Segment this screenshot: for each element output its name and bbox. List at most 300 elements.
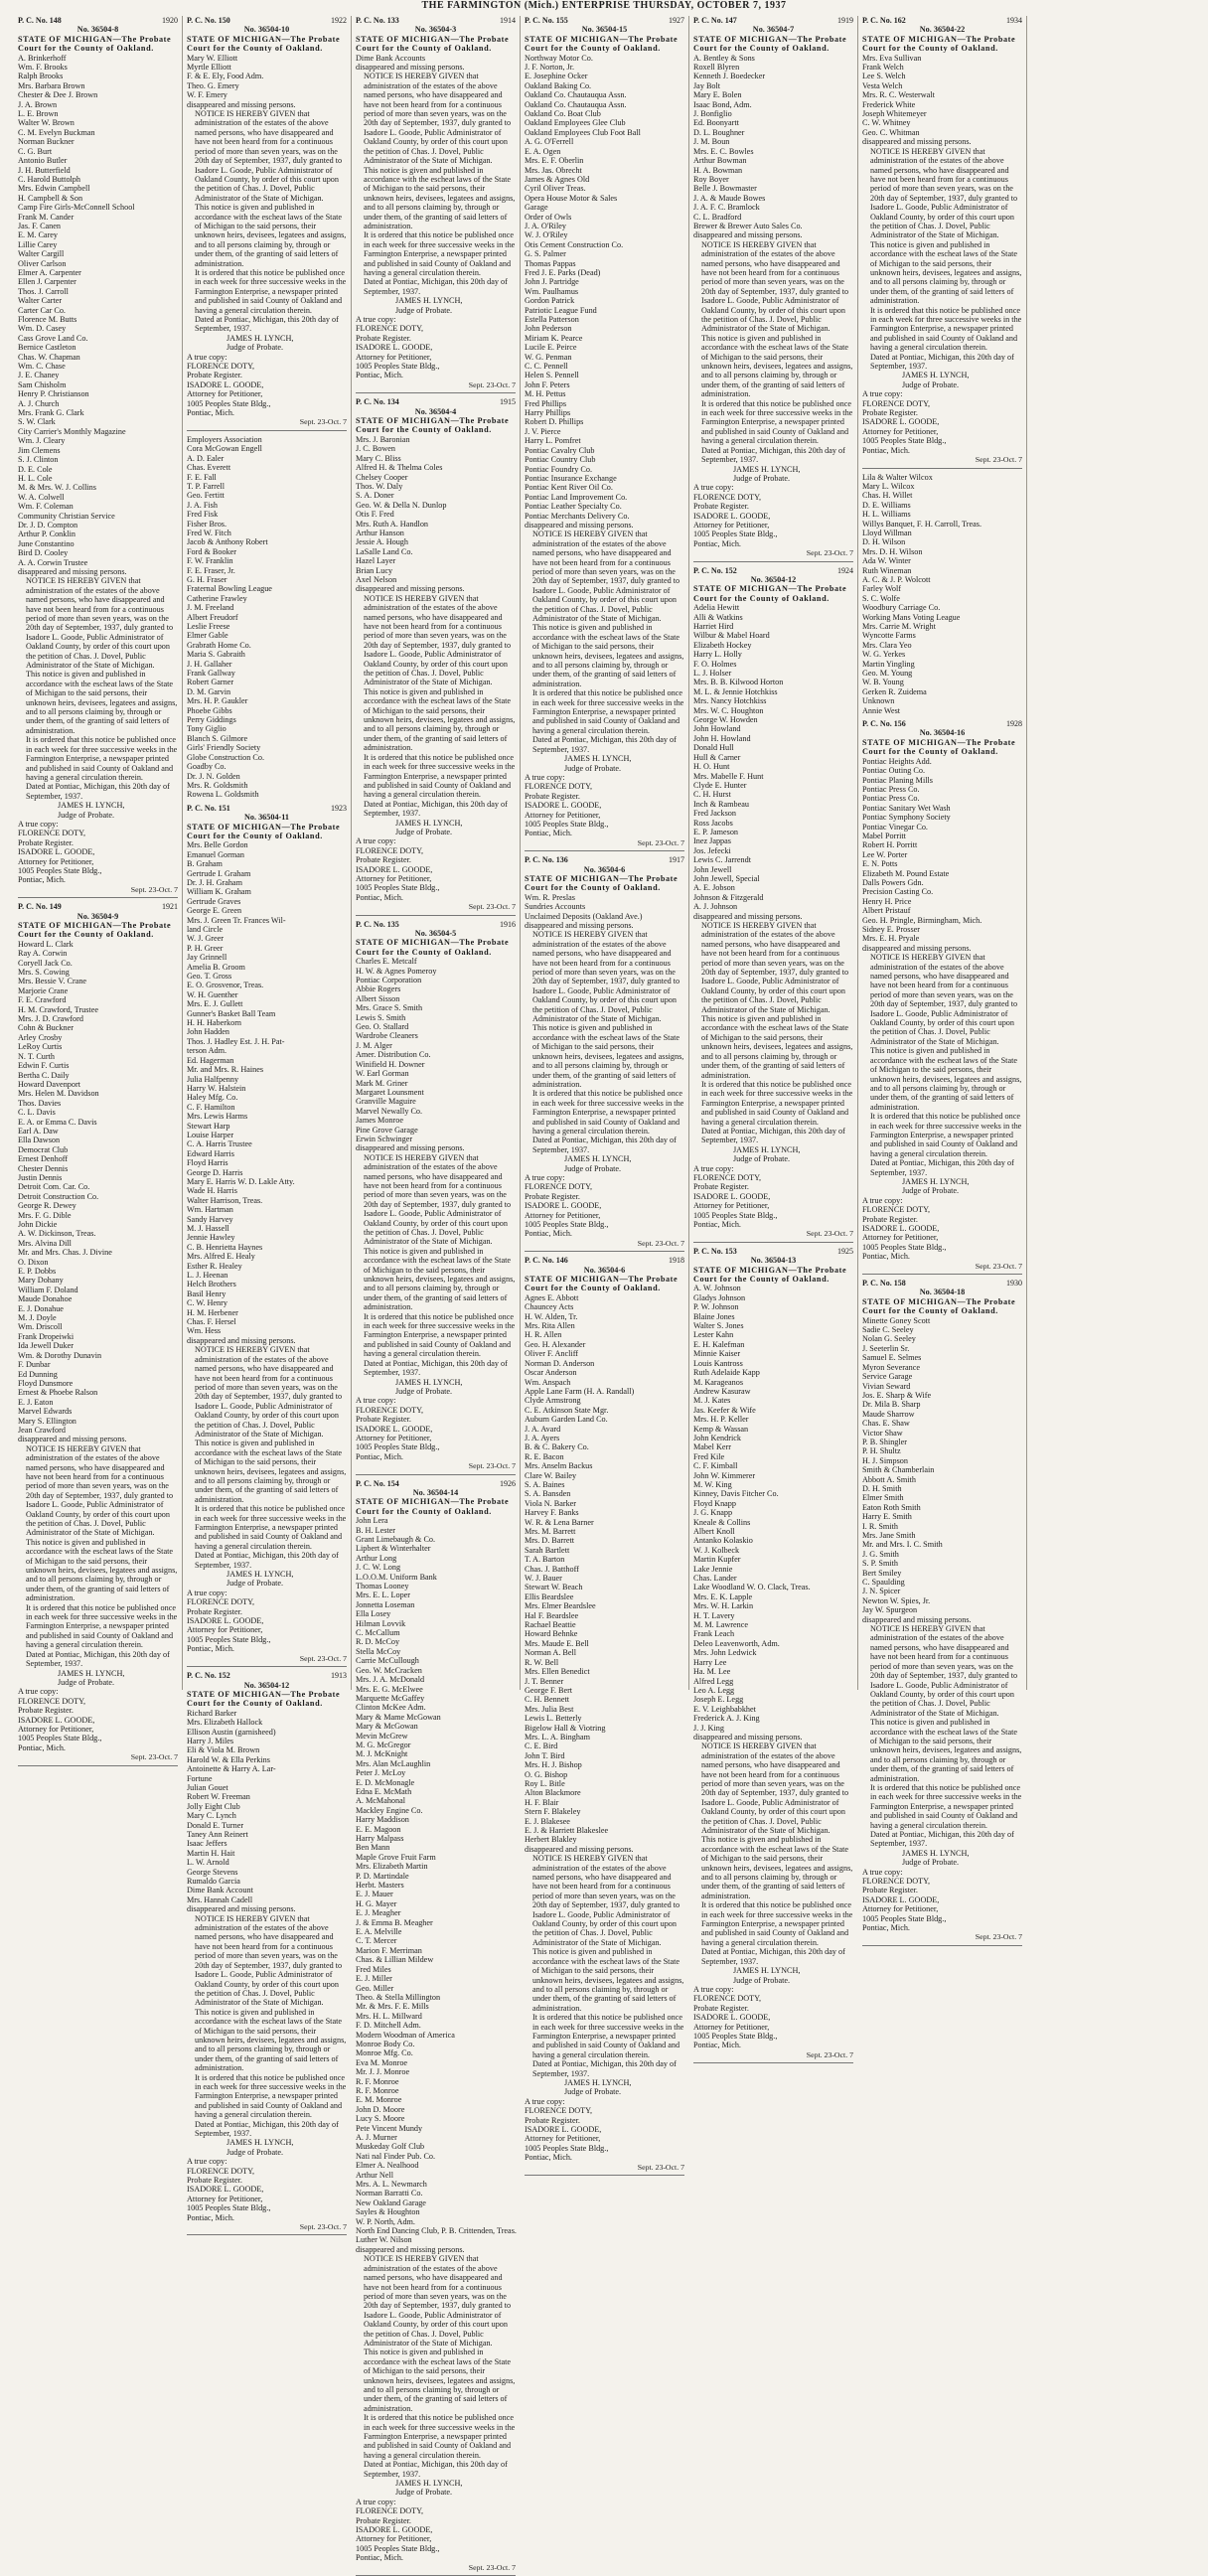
- notice-file-number: No. 36504-18: [919, 1288, 966, 1297]
- attorney-city: Pontiac, Mich.: [525, 829, 572, 838]
- missing-person-name: Antanko Kolaskio: [693, 1536, 753, 1546]
- publication-dates: Sept. 23-Oct. 7: [806, 548, 853, 558]
- missing-person-name: Amelia B. Groom: [187, 962, 245, 972]
- missing-person-name: H. F. Blair: [525, 1797, 559, 1807]
- missing-person-name: C. F. Kimball: [693, 1461, 738, 1471]
- missing-person-name: C. Spaulding: [862, 1578, 905, 1588]
- missing-person-name: Mrs. Alfred E. Healy: [187, 1252, 255, 1262]
- missing-person-name: Frank Leach: [693, 1629, 735, 1639]
- missing-person-name: H. A. Bowman: [693, 165, 743, 175]
- missing-person-name: E. P. Jameson: [693, 827, 739, 836]
- probate-notice: [187, 435, 347, 800]
- missing-person-name: Mrs. John Ledwick: [693, 1648, 757, 1658]
- missing-person-name: Arthur Bowman: [693, 156, 747, 166]
- missing-person-name: Geo. Fertitt: [187, 491, 225, 501]
- missing-person-name: Maude Donahoe: [18, 1294, 73, 1304]
- judge-title: Judge of Probate.: [733, 473, 791, 483]
- missing-person-name: Robert Garner: [187, 678, 234, 687]
- missing-person-name: John J. Partridge: [525, 277, 579, 287]
- missing-person-name: Harry J. Miles: [187, 1736, 234, 1745]
- missing-person-name: J. F. Norton, Jr.: [525, 63, 575, 73]
- notice-number: P. C. No. 148: [18, 16, 62, 25]
- missing-person-name: Gordon Patrick: [525, 296, 575, 306]
- missing-person-name: Walter Carter: [18, 296, 63, 306]
- judge-name: JAMES H. LYNCH,: [733, 1144, 801, 1154]
- state-heading: STATE OF MICHIGAN—The Probate Court for the County of Oakland.: [18, 921, 172, 940]
- missing-person-name: Andrew Kasuraw: [693, 1386, 751, 1396]
- state-heading: STATE OF MICHIGAN—The Probate Court for the County of Oakland.: [356, 34, 510, 54]
- missing-person-name: W. B. Young: [862, 678, 904, 687]
- notice-divider: [18, 1765, 178, 1766]
- missing-person-name: Mrs. Clara Yeo: [862, 640, 912, 650]
- publication-dates: Sept. 23-Oct. 7: [299, 2222, 347, 2232]
- missing-person-name: Geo. H. Pringle, Birmingham, Mich.: [862, 915, 982, 925]
- missing-person-name: Geo. W. McCracken: [356, 1665, 422, 1675]
- missing-person-name: Hull & Carner: [693, 752, 741, 762]
- missing-person-name: Jennie Hawley: [187, 1233, 235, 1243]
- missing-person-name: George W. Howden: [693, 715, 758, 725]
- missing-person-name: Ha. M. Lee: [693, 1667, 731, 1677]
- missing-person-name: Hal F. Beardslee: [525, 1610, 579, 1620]
- missing-person-name: Mary W. Elliott: [187, 53, 238, 63]
- missing-person-name: E. V. Leighbabkhet: [693, 1704, 756, 1714]
- notice-text: NOTICE IS HEREBY GIVEN that administration of the estates of the above named persons, who have disappeared and have not been heard from for a continuous period of more than seven years, was on the 20th day of September, 1937, duly granted to Isadore L. Goode, Public Administrator of Oakland County, by order of this court upon the petition of Chas. J. Dovel, Public Administrator of the State of Michigan.: [364, 593, 512, 687]
- notice-file-number: No. 36504-12: [243, 1680, 290, 1690]
- missing-person-name: Mrs. Belle Gordon: [187, 840, 248, 850]
- missing-person-name: P. H. Shultz: [862, 1446, 901, 1456]
- attorney-address: 1005 Peoples State Bldg.,: [187, 398, 271, 408]
- missing-person-name: W. Earl Gorman: [356, 1069, 409, 1079]
- notice-number: P. C. No. 155: [525, 16, 568, 25]
- missing-person-name: Norman D. Anderson: [525, 1358, 595, 1368]
- notice-header: [187, 804, 347, 813]
- missing-person-name: Jos. Jefecki: [693, 845, 731, 855]
- missing-line: disappeared and missing persons.: [356, 584, 465, 594]
- missing-person-name: Hilman Lovvik: [356, 1618, 406, 1628]
- publication-dates: Sept. 23-Oct. 7: [637, 1238, 684, 1248]
- missing-person-name: Mrs. Anselm Backus: [525, 1461, 593, 1471]
- notice-number: P. C. No. 135: [356, 919, 399, 929]
- missing-person-name: E. O. Grosvenor, Treas.: [187, 981, 264, 990]
- missing-person-name: Mrs. Jane Smith: [862, 1531, 916, 1540]
- missing-person-name: Precision Casting Co.: [862, 887, 934, 897]
- judge-name: JAMES H. LYNCH,: [395, 296, 463, 306]
- missing-person-name: Axel Nelson: [356, 574, 397, 584]
- judge-name: JAMES H. LYNCH,: [58, 1668, 125, 1678]
- attorney-address: 1005 Peoples State Bldg.,: [862, 1913, 947, 1923]
- missing-person-name: Detroit Com. Car. Co.: [18, 1182, 90, 1192]
- missing-person-name: Roy L. Bitle: [525, 1778, 565, 1788]
- missing-person-name: Fred W. Fitch: [187, 528, 231, 537]
- publication-dates: Sept. 23-Oct. 7: [806, 2049, 853, 2059]
- missing-person-name: Norman Barratti Co.: [356, 2189, 423, 2198]
- missing-person-name: Mrs. H. L. Millward: [356, 2011, 422, 2021]
- missing-person-name: Gertrude Graves: [187, 896, 241, 906]
- notice-number: P. C. No. 152: [187, 1671, 230, 1681]
- missing-person-name: John Lera: [356, 1516, 388, 1526]
- missing-person-name: Mark M. Griner: [356, 1078, 408, 1088]
- missing-person-name: Roxell Blyren: [693, 63, 740, 73]
- missing-person-name: Elizabeth M. Pound Estate: [862, 868, 950, 878]
- missing-person-name: Mrs. H. J. Bishop: [525, 1760, 582, 1770]
- notice-text: NOTICE IS HEREBY GIVEN that administration of the estates of the above named persons, who have disappeared and have not been heard from for a continuous period of more than seven years, was on the 20th day of September, 1937, duly granted to Isadore L. Goode, Public Administrator of Oakland County, by order of this court upon the petition of Chas. J. Dovel, Public Administrator of the State of Michigan.: [532, 930, 680, 1024]
- missing-person-name: Taney Ann Reinert: [187, 1830, 248, 1839]
- missing-person-name: Roy Boyer: [693, 174, 729, 184]
- attorney-city: Pontiac, Mich.: [187, 2212, 234, 2222]
- attorney-title: Attorney for Petitioner,: [525, 1210, 601, 1220]
- attorney-title: Attorney for Petitioner,: [693, 520, 770, 530]
- missing-person-name: Ed. Boonyartt: [693, 118, 739, 128]
- judge-name: JAMES H. LYNCH,: [395, 1377, 463, 1387]
- missing-person-name: Ida Jewell Duker: [18, 1341, 74, 1351]
- notice-divider: [525, 850, 684, 851]
- missing-person-name: H. H. Haberkorn: [187, 1018, 242, 1028]
- clerk-name: FLORENCE DOTY,: [356, 324, 424, 334]
- missing-person-name: C. W. Henry: [187, 1298, 227, 1308]
- judge-title: Judge of Probate.: [395, 2488, 453, 2498]
- dated-line: Dated at Pontiac, Michigan, this 20th day of September, 1937.: [195, 1551, 339, 1570]
- missing-person-name: Patriotic League Fund: [525, 305, 597, 315]
- order-text: It is ordered that this notice be published once in each week for three successive weeks in the Farmington Enterprise, a newspaper printed and published in said County of Oakland and having a general circulation therein.: [364, 752, 516, 800]
- notice-number: P. C. No. 153: [693, 1246, 737, 1256]
- notice-number: P. C. No. 158: [862, 1279, 906, 1288]
- missing-person-name: S. A. Doner: [356, 491, 394, 501]
- missing-person-name: Bigelow Hall & Viotring: [525, 1723, 606, 1733]
- probate-notice: [356, 1479, 516, 2576]
- missing-person-name: Chauncey Acts: [525, 1302, 574, 1312]
- missing-person-name: Wm. & Dorothy Dunavin: [18, 1350, 102, 1360]
- missing-person-name: Thos. W. Daly: [356, 481, 403, 491]
- notice-file-number: No. 36504-12: [750, 574, 797, 584]
- publish-text: This notice is given and published in accordance with the escheat laws of the State of Michigan to the said persons, their unknown heirs, devisees, legatees and assigns, and to all persons claiming by, through or under them, of the granting of said letters of administration.: [364, 1246, 516, 1312]
- missing-person-name: R. F. Monroe: [356, 2085, 399, 2095]
- missing-person-name: Albert Freudorf: [187, 612, 238, 622]
- clerk-name: FLORENCE DOTY,: [525, 782, 593, 792]
- missing-person-name: Wm. Hess: [187, 1326, 222, 1336]
- missing-person-name: N. T. Curth: [18, 1051, 55, 1061]
- missing-person-name: Helen S. Pennell: [525, 371, 579, 380]
- notice-code: 1920: [162, 16, 178, 25]
- missing-person-name: C. C. Pennell: [525, 362, 568, 372]
- missing-person-name: Fortune: [187, 1773, 213, 1783]
- notice-code: 1921: [162, 902, 178, 912]
- notice-code: 1917: [669, 855, 684, 865]
- missing-person-name: Service Garage: [862, 1372, 913, 1382]
- missing-line: disappeared and missing persons.: [862, 137, 972, 147]
- missing-person-name: Fisher Bros.: [187, 519, 227, 529]
- missing-person-name: C. T. Mercer: [356, 1936, 397, 1946]
- publication-dates: Sept. 23-Oct. 7: [299, 1653, 347, 1663]
- notice-file-number: No. 36504-5: [414, 929, 457, 938]
- clerk-name: FLORENCE DOTY,: [356, 1405, 424, 1415]
- missing-person-name: Chas. W. Chapman: [18, 352, 80, 362]
- missing-person-name: F. D. Mitchell Adm.: [356, 2021, 421, 2031]
- attorney-address: 1005 Peoples State Bldg.,: [356, 2543, 440, 2553]
- missing-person-name: Luther W. Nilson: [356, 2235, 412, 2245]
- clerk-title: Probate Register.: [187, 1606, 242, 1616]
- judge-title: Judge of Probate.: [226, 1579, 284, 1589]
- missing-line: disappeared and missing persons.: [525, 921, 634, 930]
- missing-person-name: C. M. Evelyn Buckman: [18, 127, 95, 137]
- missing-person-name: John W. Kimmerer: [693, 1470, 756, 1480]
- missing-person-name: D. H. Smith: [862, 1483, 902, 1493]
- missing-person-name: Vesta Welch: [862, 80, 903, 90]
- missing-person-name: M. J. Hassell: [187, 1224, 229, 1233]
- clerk-name: FLORENCE DOTY,: [18, 1696, 86, 1706]
- judge-title: Judge of Probate.: [564, 763, 622, 773]
- missing-person-name: J. N. Spicer: [862, 1587, 901, 1596]
- notice-file-number: No. 36504-11: [243, 813, 290, 823]
- missing-person-name: Blanch S. Gilmore: [187, 733, 248, 743]
- missing-person-name: P. D. Martindale: [356, 1871, 409, 1881]
- attorney-address: 1005 Peoples State Bldg.,: [862, 1242, 947, 1252]
- missing-person-name: Phoebe Gibbs: [187, 705, 232, 715]
- missing-person-name: Pontiac Symphony Society: [862, 813, 951, 823]
- notice-file-number: No. 36504-4: [414, 406, 457, 416]
- attorney-name: ISADORE L. GOODE,: [693, 1191, 771, 1201]
- judge-title: Judge of Probate.: [733, 1975, 791, 1985]
- probate-notice: [862, 719, 1022, 1275]
- missing-person-name: Myrtle Elliott: [187, 63, 231, 73]
- missing-person-name: Bird D. Cooley: [18, 548, 69, 558]
- missing-person-name: Marjorie Crane: [18, 985, 69, 995]
- missing-person-name: Minnie Kaiser: [693, 1349, 741, 1359]
- publish-text: This notice is given and published in accordance with the escheat laws of the State of Michigan to the said persons, their unknown heirs, devisees, legatees and assigns, and to all persons claiming by, through or under them, of the granting of said letters of administration.: [532, 1947, 684, 2013]
- missing-person-name: M. L. & Jennie Hotchkiss: [693, 686, 778, 696]
- judge-title: Judge of Probate.: [564, 1163, 622, 1173]
- judge-title: Judge of Probate.: [902, 1858, 960, 1868]
- publish-text: This notice is given and published in accordance with the escheat laws of the State of Michigan to the said persons, their unknown heirs, devisees, legatees and assigns, and to all persons claiming by, through or under them, of the granting of said letters of administration.: [195, 1439, 347, 1504]
- missing-person-name: C. B. Henrietta Haynes: [187, 1242, 263, 1252]
- missing-person-name: Stewart W. Beach: [525, 1583, 583, 1592]
- missing-person-name: Pete Vincent Mundy: [356, 2123, 423, 2133]
- missing-person-name: Wyncotte Farms: [862, 631, 916, 641]
- dated-line: Dated at Pontiac, Michigan, this 20th day of September, 1937.: [870, 1830, 1014, 1849]
- notice-text: NOTICE IS HEREBY GIVEN that administration of the estates of the above named persons, who have disappeared and have not been heard from for a continuous period of more than seven years, was on the 20th day of September, 1937, duly granted to Isadore L. Goode, Public Administrator of Oakland County, by order of this court upon the petition of Chas. J. Dovel, Public Administrator of the State of Michigan.: [195, 1345, 343, 1439]
- publish-text: This notice is given and published in accordance with the escheat laws of the State of Michigan to the said persons, their unknown heirs, devisees, legatees and assigns, and to all persons claiming by, through or under them, of the granting of said letters of administration.: [701, 1835, 853, 1900]
- missing-person-name: E. M. Carey: [18, 230, 59, 240]
- judge-name: JAMES H. LYNCH,: [395, 2479, 463, 2489]
- missing-person-name: Harry L. Pomfret: [525, 436, 581, 446]
- missing-person-name: Howard Davenport: [18, 1079, 80, 1089]
- publish-text: This notice is given and published in accordance with the escheat laws of the State of Michigan to the said persons, their unknown heirs, devisees, legatees and assigns, and to all persons claiming by, through or under them, of the granting of said letters of administration.: [195, 2007, 347, 2073]
- notice-code: 1926: [500, 1478, 516, 1488]
- publication-dates: Sept. 23-Oct. 7: [637, 2162, 684, 2172]
- missing-person-name: Ernest & Phoebe Ralson: [18, 1388, 98, 1398]
- notice-code: 1924: [837, 565, 853, 575]
- clerk-name: FLORENCE DOTY,: [693, 1994, 762, 2004]
- true-copy: A true copy:: [525, 2096, 565, 2106]
- missing-person-name: James & Agnes Old: [525, 174, 590, 184]
- notice-divider: [693, 2062, 853, 2063]
- dated-line: Dated at Pontiac, Michigan, this 20th day of September, 1937.: [870, 352, 1014, 372]
- missing-person-name: Frank Welch: [862, 63, 904, 73]
- publication-dates: Sept. 23-Oct. 7: [975, 1261, 1022, 1271]
- missing-person-name: F. W. Franklin: [187, 556, 233, 566]
- state-heading: STATE OF MICHIGAN—The Probate Court for the County of Oakland.: [356, 416, 510, 435]
- missing-person-name: Frank M. Cander: [18, 212, 75, 222]
- notice-text: NOTICE IS HEREBY GIVEN that administration of the estates of the above named persons, who have disappeared and have not been heard from for a continuous period of more than seven years, was on the 20th day of September, 1937, duly granted to Isadore L. Goode, Public Administrator of Oakland County, by order of this court upon the petition of Chas. J. Dovel, Public Administrator of the State of Michigan.: [195, 1913, 343, 2008]
- missing-person-name: Fred Fisk: [187, 510, 219, 520]
- missing-person-name: Oakland Employees Club Foot Ball: [525, 127, 641, 137]
- notice-divider: [693, 1242, 853, 1243]
- judge-title: Judge of Probate.: [395, 1386, 453, 1396]
- missing-person-name: Mrs. S. Cowing: [18, 968, 70, 978]
- missing-person-name: A. J. Murner: [356, 2133, 397, 2142]
- missing-person-name: Elmer A. Nealhood: [356, 2161, 419, 2171]
- missing-person-name: John Dickie: [18, 1220, 58, 1229]
- missing-person-name: G. S. Palmer: [525, 249, 566, 259]
- missing-person-name: M. J. Doyle: [18, 1313, 57, 1323]
- missing-person-name: Ellen J. Carpenter: [18, 277, 76, 287]
- missing-person-name: Working Mans Voting League: [862, 612, 961, 622]
- notice-number: P. C. No. 152: [693, 565, 737, 575]
- missing-person-name: Erwin Schwinger: [356, 1134, 413, 1143]
- missing-person-name: George E. Green: [187, 906, 242, 916]
- missing-person-name: Earl A. Daw: [18, 1126, 59, 1136]
- missing-person-name: Herbt. Masters: [356, 1881, 404, 1891]
- notice-header: [18, 16, 178, 25]
- publish-text: This notice is given and published in accordance with the escheat laws of the State of Michigan to the said persons, their unknown heirs, devisees, legatees and assigns, and to all persons claiming by, through or under them, of the granting of said letters of administration.: [364, 686, 516, 753]
- dated-line: Dated at Pontiac, Michigan, this 20th day of September, 1937.: [26, 1649, 170, 1669]
- missing-person-name: Mrs. W. H. Larkin: [693, 1601, 754, 1611]
- missing-person-name: H. L. Williams: [862, 510, 911, 520]
- missing-person-name: Florence M. Butts: [18, 315, 77, 324]
- missing-person-name: C. E. Atkinson State Mgr.: [525, 1405, 609, 1415]
- missing-person-name: Mrs. R. Goldsmith: [187, 780, 248, 790]
- missing-person-name: W. J. Greer: [187, 934, 224, 944]
- missing-person-name: J. A. O'Riley: [525, 221, 566, 230]
- missing-person-name: Clare W. Bailey: [525, 1470, 577, 1480]
- missing-person-name: Clinton McKee Adm.: [356, 1703, 426, 1713]
- notice-file-number: No. 36504-10: [243, 25, 290, 35]
- missing-person-name: Tony Giglio: [187, 724, 226, 734]
- missing-person-name: Oliver Carlson: [18, 258, 67, 268]
- missing-person-name: Miriam K. Pearce: [525, 333, 583, 343]
- missing-person-name: C. Harold Buttolph: [18, 174, 80, 184]
- notice-code: 1914: [500, 16, 516, 25]
- notice-number: P. C. No. 147: [693, 16, 737, 25]
- missing-person-name: Harry Maddison: [356, 1815, 409, 1825]
- missing-person-name: R. E. Bacon: [525, 1451, 564, 1461]
- missing-person-name: Eli & Viola M. Brown: [187, 1745, 260, 1755]
- missing-person-name: Arthur Nell: [356, 2170, 393, 2180]
- missing-person-name: Haley Mfg. Co.: [187, 1093, 238, 1103]
- publish-text: This notice is given and published in accordance with the escheat laws of the State of Michigan to the said persons, their unknown heirs, devisees, legatees and assigns, and to all persons claiming by, through or under them, of the granting of said letters of administration.: [701, 1014, 853, 1080]
- missing-person-name: Julian Gouet: [187, 1782, 228, 1792]
- missing-person-name: City Carrier's Monthly Magazine: [18, 426, 126, 436]
- missing-person-name: Joseph E. Legg: [693, 1695, 744, 1705]
- missing-person-name: Lee W. Porter: [862, 849, 908, 859]
- missing-person-name: Basil Henry: [187, 1288, 226, 1298]
- attorney-title: Attorney for Petitioner,: [525, 810, 601, 820]
- notice-header: [18, 902, 178, 911]
- missing-person-name: Mrs. E. F. Oberlin: [525, 156, 584, 166]
- notice-text: NOTICE IS HEREBY GIVEN that administration of the estates of the above named persons, who have disappeared and have not been heard from for a continuous period of more than seven years, was on the 20th day of September, 1937, duly granted to Isadore L. Goode, Public Administrator of Oakland County, by order of this court upon the petition of Chas. J. Dovel, Public Administrator of the State of Michigan.: [870, 953, 1018, 1046]
- attorney-address: 1005 Peoples State Bldg.,: [862, 436, 947, 446]
- notice-divider: [187, 2234, 347, 2235]
- missing-person-name: Girls' Friendly Society: [187, 743, 261, 753]
- dated-line: Dated at Pontiac, Michigan, this 20th day of September, 1937.: [364, 799, 508, 819]
- publish-text: This notice is given and published in accordance with the escheat laws of the State of Michigan to the said persons, their unknown heirs, devisees, legatees and assigns, and to all persons claiming by, through or under them, of the granting of said letters of administration.: [532, 1023, 684, 1089]
- missing-person-name: Marvel Newally Co.: [356, 1106, 423, 1116]
- missing-person-name: Jas. Keefer & Wife: [693, 1405, 756, 1415]
- missing-person-name: Geo. W. & Della N. Dunlop: [356, 500, 447, 510]
- missing-person-name: Mrs. Julia Best: [525, 1704, 574, 1714]
- clerk-title: Probate Register.: [356, 2515, 411, 2525]
- missing-person-name: Ellis Beardslee: [525, 1591, 574, 1601]
- missing-person-name: Geo. Miller: [356, 1983, 394, 1993]
- missing-person-name: Harry L. Holly: [693, 650, 742, 660]
- missing-person-name: A. W. Johnson: [693, 1284, 741, 1293]
- missing-person-name: Justin Dennis: [18, 1172, 63, 1182]
- missing-person-name: S. P. Smith: [862, 1559, 898, 1569]
- attorney-title: Attorney for Petitioner,: [187, 389, 263, 399]
- column-3: [352, 16, 521, 2572]
- clerk-title: Probate Register.: [693, 1182, 749, 1192]
- missing-person-name: Estella Patterson: [525, 315, 579, 324]
- notice-code: 1916: [500, 919, 516, 929]
- missing-person-name: John Hadden: [187, 1027, 229, 1037]
- attorney-address: 1005 Peoples State Bldg.,: [693, 530, 778, 539]
- missing-person-name: Mrs. J. D. Crawford: [18, 1014, 83, 1024]
- missing-person-name: Lewis S. Smith: [356, 1012, 406, 1022]
- attorney-address: 1005 Peoples State Bldg.,: [356, 362, 440, 372]
- missing-person-name: Walter Cargill: [18, 249, 65, 259]
- true-copy: A true copy:: [693, 483, 734, 493]
- attorney-title: Attorney for Petitioner,: [18, 1724, 94, 1734]
- missing-person-name: John Pederson: [525, 324, 572, 334]
- notice-header: [356, 16, 516, 25]
- missing-person-name: J. M. Alger: [356, 1040, 392, 1050]
- clerk-title: Probate Register.: [525, 2115, 580, 2125]
- attorney-name: ISADORE L. GOODE,: [862, 1224, 940, 1233]
- missing-person-name: Alfred H. & Thelma Coles: [356, 463, 443, 473]
- missing-person-name: Martin H. Hait: [187, 1848, 235, 1858]
- missing-person-name: Gunner's Basket Ball Team: [187, 1008, 276, 1018]
- missing-person-name: Dr. J. H. Graham: [187, 877, 242, 887]
- attorney-address: 1005 Peoples State Bldg.,: [356, 1442, 440, 1452]
- missing-person-name: Alli & Watkins: [693, 612, 743, 622]
- attorney-title: Attorney for Petitioner,: [693, 2022, 770, 2032]
- missing-person-name: T. A. Barton: [525, 1555, 565, 1565]
- missing-person-name: E. J. Donahue: [18, 1303, 64, 1313]
- notice-code: 1913: [331, 1671, 347, 1681]
- missing-person-name: H. W. Alden, Tr.: [525, 1311, 578, 1321]
- missing-person-name: Harvey F. Banks: [525, 1508, 579, 1518]
- missing-person-name: Harold W. & Ella Perkins: [187, 1754, 270, 1764]
- missing-person-name: H. G. Mayer: [356, 1898, 397, 1908]
- publication-dates: Sept. 23-Oct. 7: [299, 417, 347, 427]
- attorney-title: Attorney for Petitioner,: [862, 1233, 939, 1243]
- attorney-name: ISADORE L. GOODE,: [693, 2013, 771, 2023]
- notice-number: P. C. No. 136: [525, 855, 568, 865]
- missing-person-name: Harriet Hird: [693, 622, 734, 631]
- true-copy: A true copy:: [525, 1172, 565, 1182]
- missing-person-name: A. G. O'Ferrell: [525, 137, 574, 147]
- notice-text: NOTICE IS HEREBY GIVEN that administration of the estates of the above named persons, who have disappeared and have not been heard from for a continuous period of more than seven years, was on the 20th day of September, 1937, duly granted to Isadore L. Goode, Public Administrator of Oakland County, by order of this court upon the petition of Chas. J. Dovel, Public Administrator of the State of Michigan.: [26, 1443, 174, 1538]
- missing-person-name: J. A. Avard: [525, 1424, 561, 1434]
- publish-text: This notice is given and published in accordance with the escheat laws of the State of Michigan to the said persons, their unknown heirs, devisees, legatees and assigns, and to all persons claiming by, through or under them, of the granting of said letters of administration.: [870, 239, 1022, 306]
- missing-person-name: Chelsey Cooper: [356, 472, 408, 482]
- publication-dates: Sept. 23-Oct. 7: [806, 1229, 853, 1239]
- missing-person-name: Dime Bank Accounts: [356, 53, 426, 63]
- clerk-name: FLORENCE DOTY,: [693, 492, 762, 502]
- missing-person-name: Samuel E. Selmes: [862, 1353, 922, 1363]
- missing-person-name: A. J. Church: [18, 398, 60, 408]
- column-6: [858, 16, 1027, 1942]
- missing-person-name: Chas. Everett: [187, 463, 231, 473]
